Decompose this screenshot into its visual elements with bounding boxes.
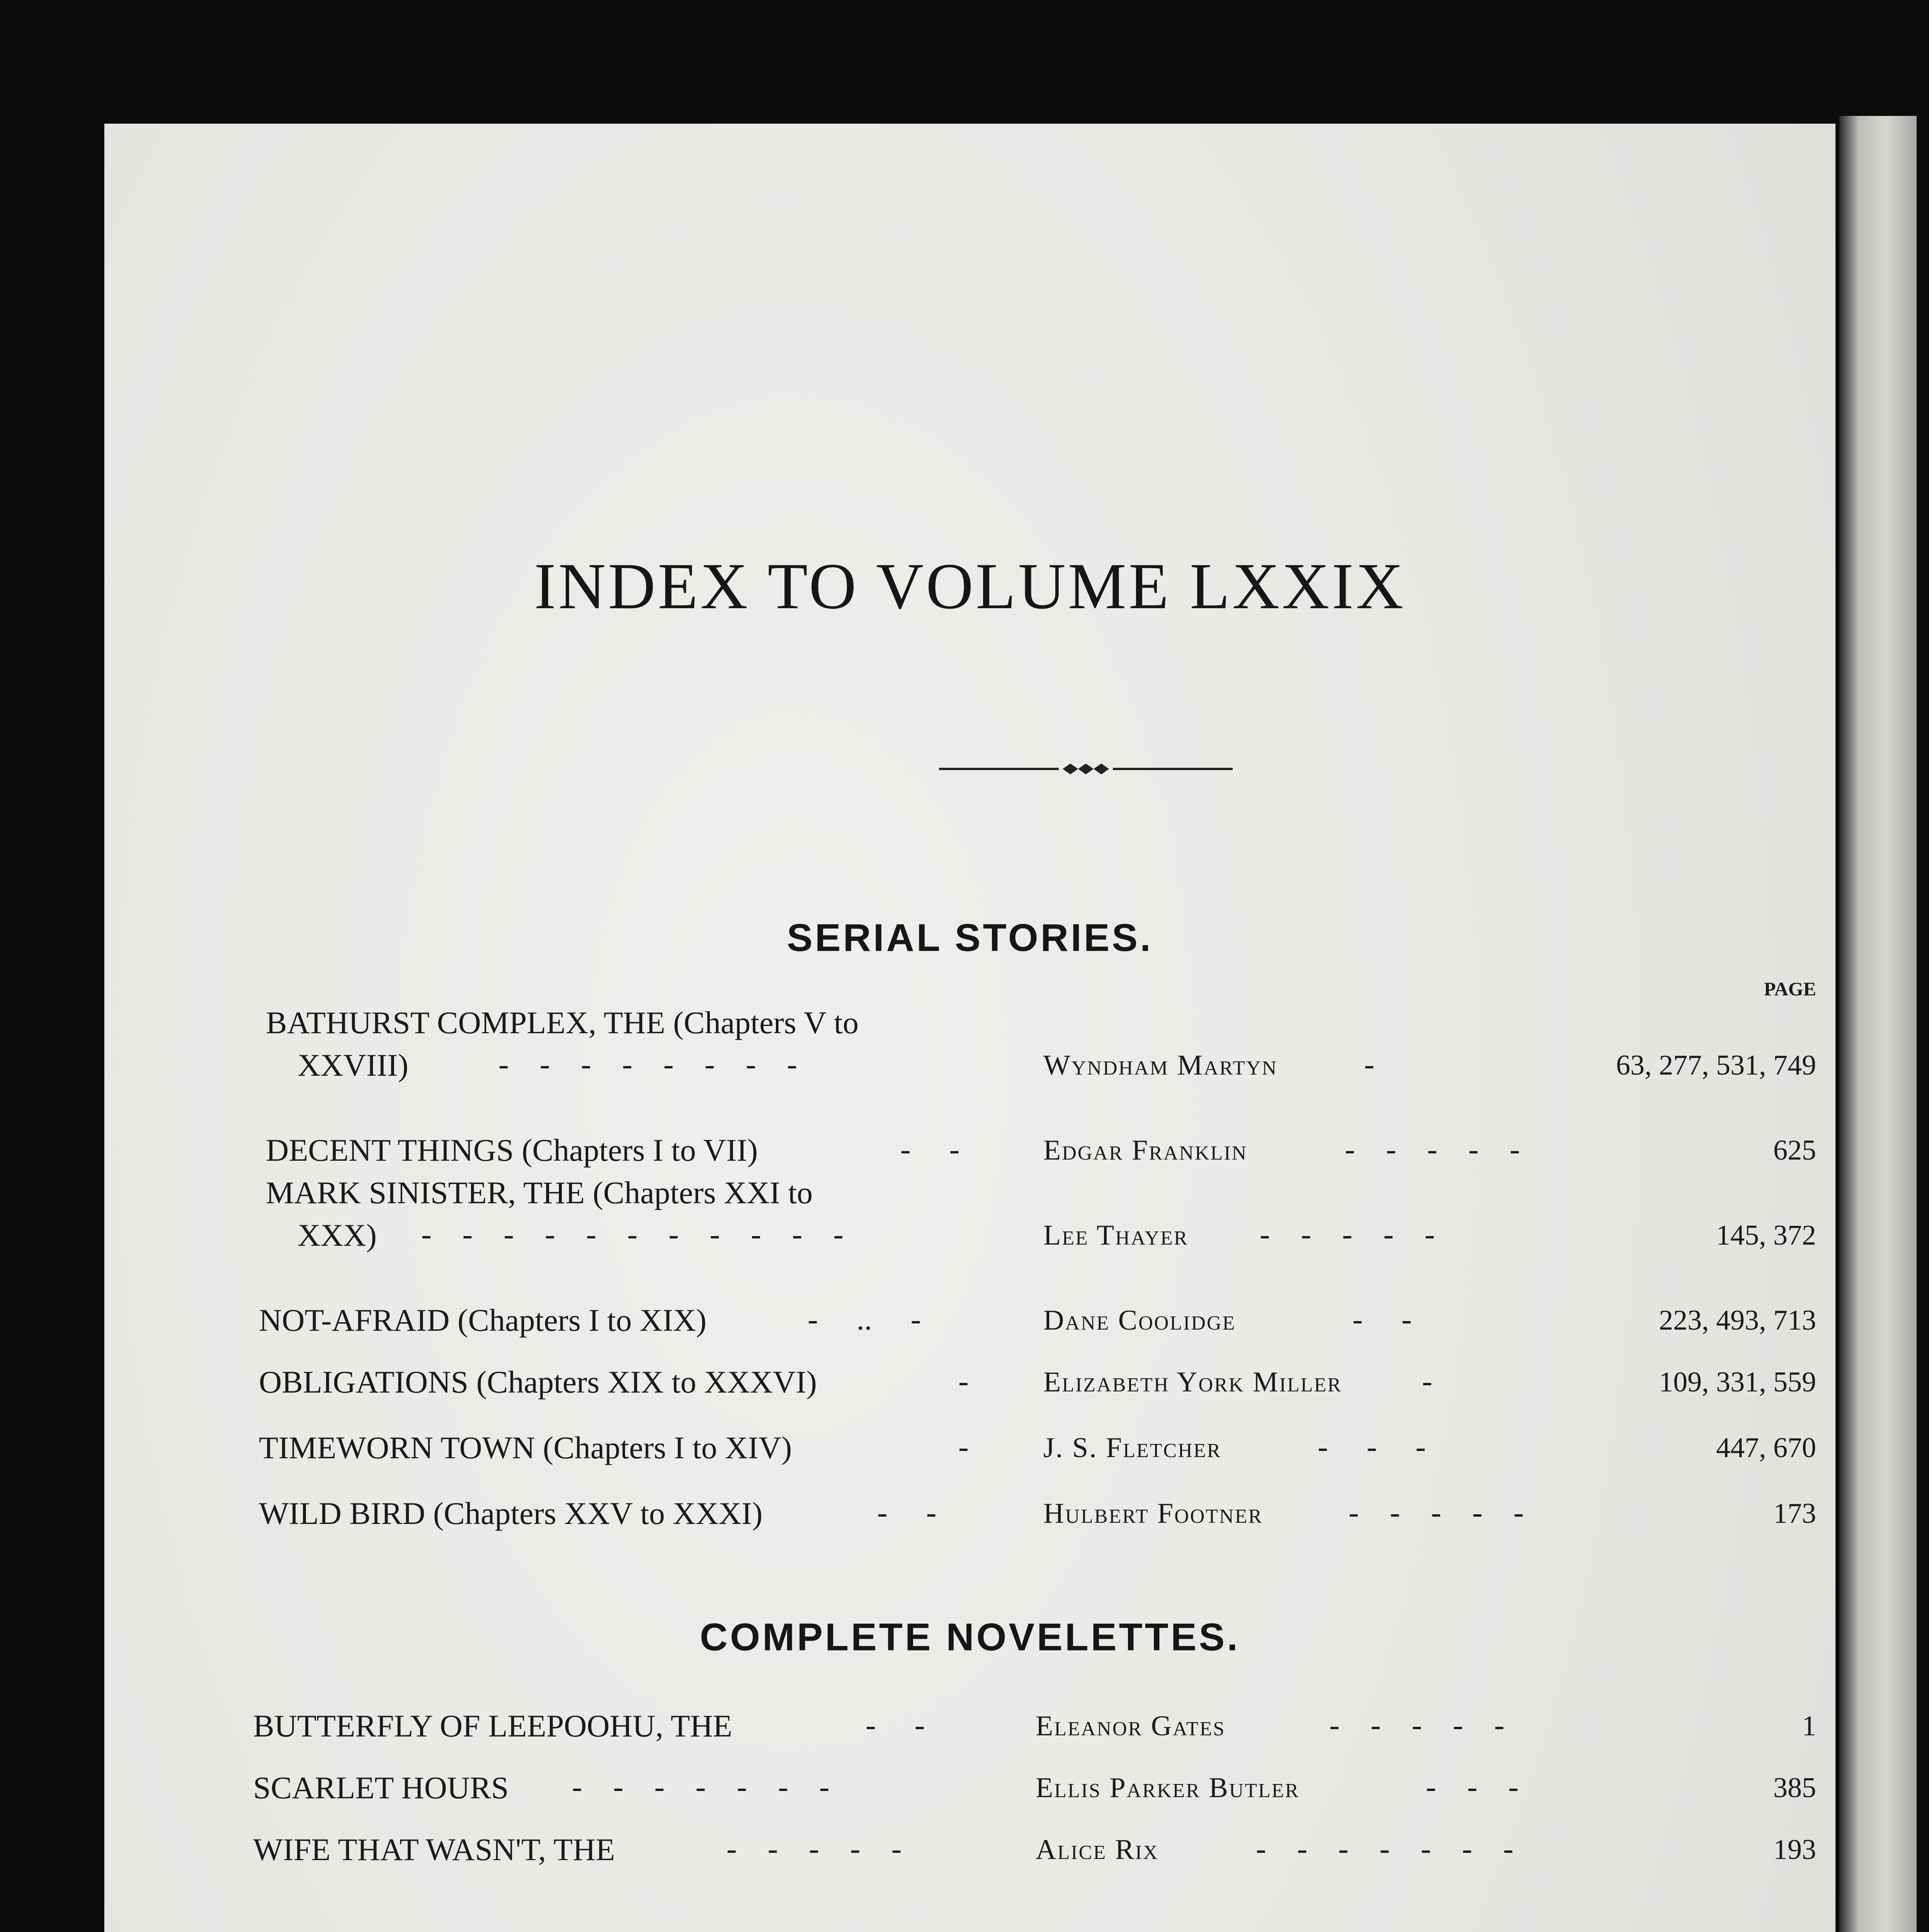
page-column-label: PAGE [1764,978,1816,1000]
leader-dashes: - - - - - - - - [498,1048,798,1082]
leader-dashes: - - [877,1496,937,1530]
entry-author: Hulbert Footner [1043,1498,1263,1529]
entry-author: Eleanor Gates [1036,1710,1226,1742]
leader-dashes: - - [1352,1303,1412,1337]
page-title: INDEX TO VOLUME LXXIX [534,550,1406,622]
entry-author: Lee Thayer [1043,1219,1189,1251]
leader-dashes: - - - - - [1260,1218,1435,1252]
entry-pages: 625 [1773,1134,1816,1166]
entry-author: J. S. Fletcher [1043,1432,1222,1464]
entry-pages: 63, 277, 531, 749 [1616,1049,1816,1081]
entry-pages: 145, 372 [1716,1219,1816,1251]
entry-author: Wyndham Martyn [1043,1049,1278,1081]
index-entry [104,1832,1835,1886]
leader-dashes: - - [866,1708,925,1742]
index-entry [104,1430,1835,1484]
adjacent-page-edge [1839,116,1917,1932]
entry-author: Edgar Franklin [1043,1134,1248,1166]
entry-title: BUTTERFLY OF LEEPOOHU, THE [253,1708,733,1743]
entry-author: Ellis Parker Butler [1036,1772,1300,1804]
entry-title-continued: XXX) [298,1218,377,1253]
leader-dashes: - - - [1426,1770,1519,1804]
index-entry [104,1005,1835,1083]
leader-dashes: - - - - - [1329,1708,1505,1742]
leader-dashes: - - - - - - - [1256,1832,1514,1866]
entry-title: WILD BIRD (Chapters XXV to XXXI) [259,1496,763,1531]
leader-dashes: - - - - - [1349,1496,1524,1530]
index-entry [104,1708,1835,1762]
entry-title: SCARLET HOURS [253,1770,509,1805]
index-entry [104,1770,1835,1824]
entry-title: WIFE THAT WASN'T, THE [253,1832,615,1867]
entry-pages: 447, 670 [1716,1432,1816,1464]
leader-dashes: - [1364,1048,1374,1082]
leader-dashes: - - - - - [1345,1133,1520,1167]
leader-dashes: - [958,1430,969,1464]
index-entry [104,1302,1835,1356]
entry-pages: 385 [1773,1772,1816,1804]
entry-author: Alice Rix [1036,1834,1159,1866]
leader-dashes: - .. - [808,1303,921,1337]
leader-dashes: - - - - - [726,1832,902,1866]
index-entry [104,1364,1835,1418]
entry-title: MARK SINISTER, THE (Chapters XXI to [266,1175,813,1210]
leader-dashes: - [1422,1364,1432,1398]
leader-dashes: - - - - - - - - - - - [421,1218,844,1252]
index-entry [104,1495,1835,1549]
entry-pages: 223, 493, 713 [1659,1304,1816,1336]
entry-title: OBLIGATIONS (Chapters XIX to XXXVI) [259,1364,817,1400]
leader-dashes: - [958,1364,969,1398]
entry-title: BATHURST COMPLEX, THE (Chapters V to [266,1005,859,1040]
leader-dashes: - - [900,1133,960,1167]
title-ornament-rule [939,757,1233,781]
section-heading-serial-stories: SERIAL STORIES. [787,916,1153,959]
leader-dashes: - - - [1318,1430,1426,1464]
index-page [104,124,1835,1932]
entry-author: Elizabeth York Miller [1043,1366,1342,1398]
entry-title: DECENT THINGS (Chapters I to VII) [266,1133,758,1168]
entry-pages: 173 [1773,1498,1816,1529]
entry-title: TIMEWORN TOWN (Chapters I to XIV) [259,1430,792,1465]
leader-dashes: - - - - - - - [572,1770,830,1804]
entry-pages: 109, 331, 559 [1659,1366,1816,1398]
entry-author: Dane Coolidge [1043,1304,1236,1336]
entry-title-continued: XXVIII) [298,1048,408,1083]
section-heading-complete-novelettes: COMPLETE NOVELETTES. [700,1616,1240,1659]
index-entry [104,1175,1835,1253]
entry-pages: 1 [1802,1710,1816,1742]
entry-pages: 193 [1773,1834,1816,1866]
entry-title: NOT-AFRAID (Chapters I to XIX) [259,1303,707,1338]
